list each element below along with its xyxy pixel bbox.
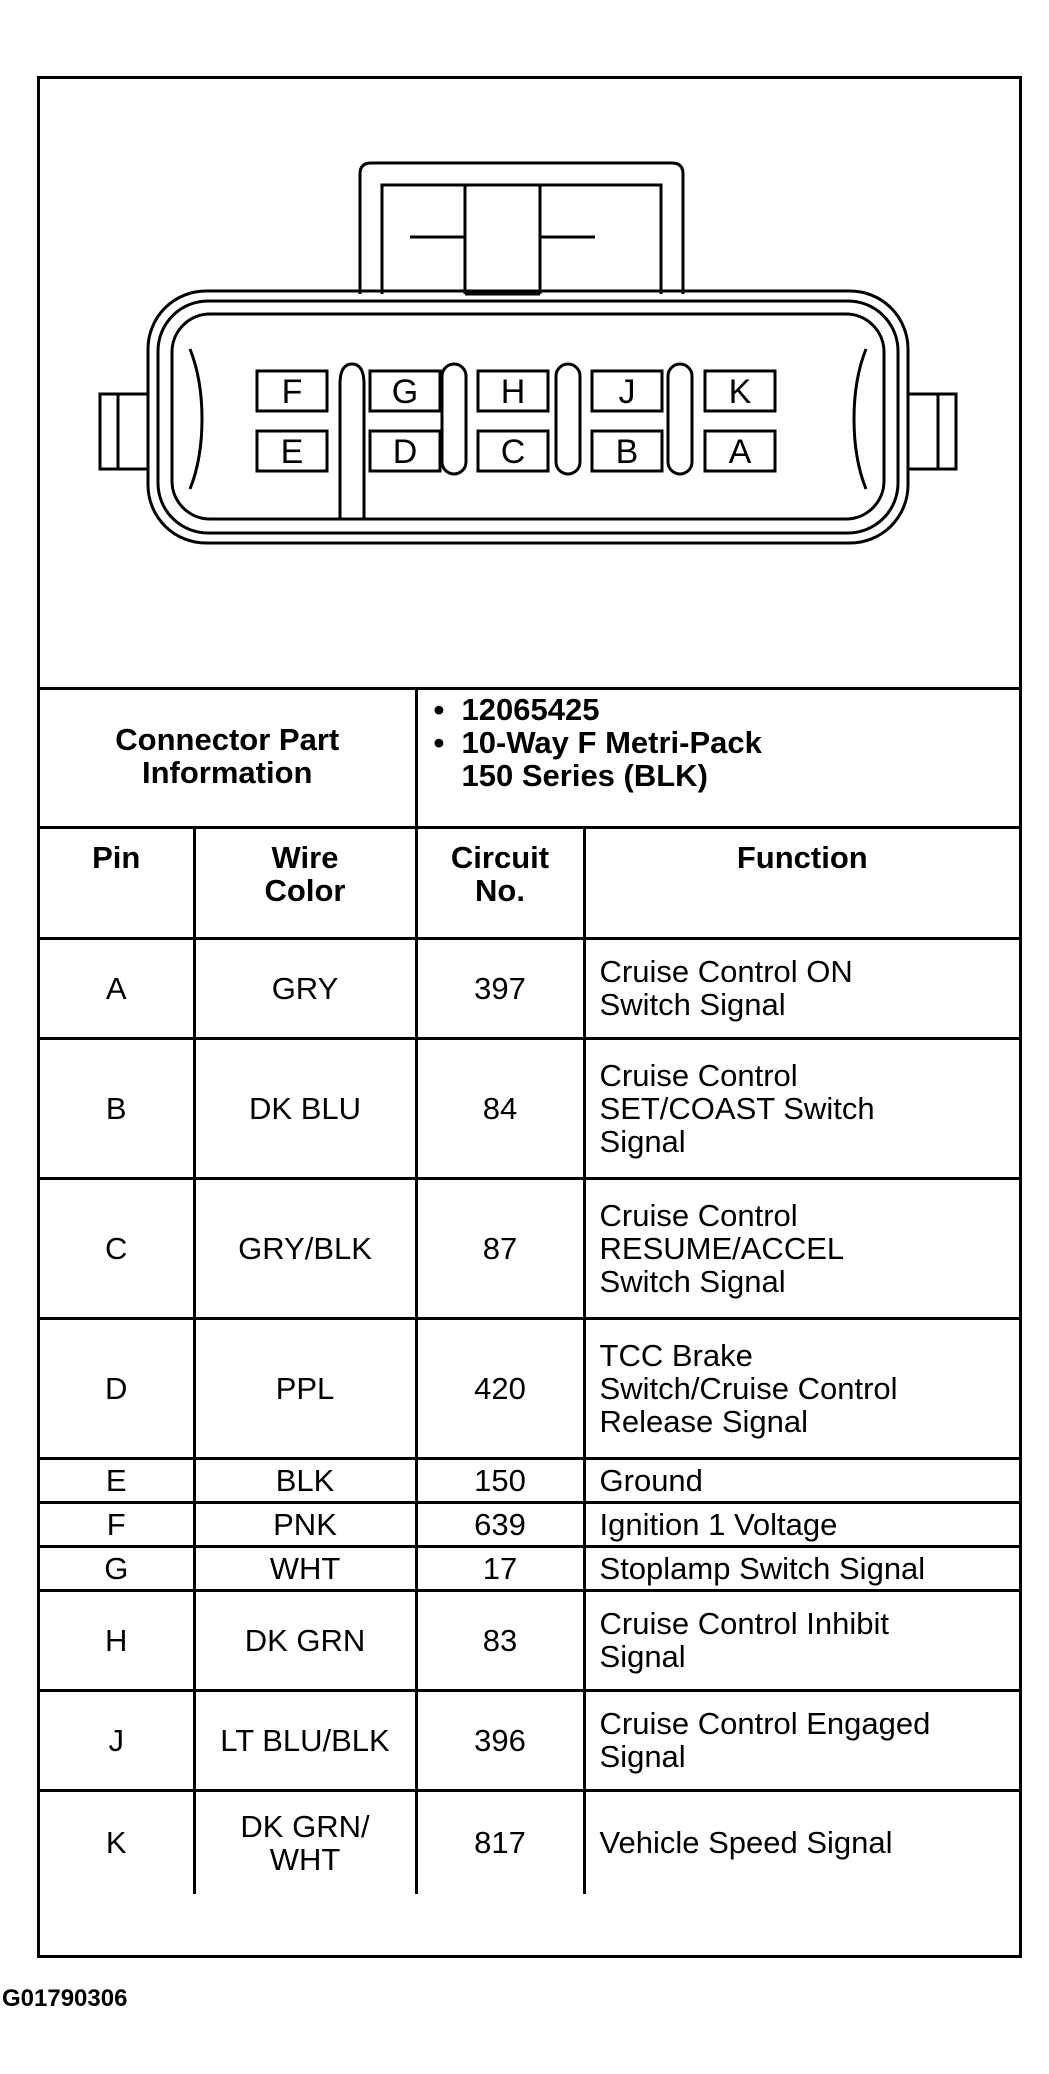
wire-color-line: BLK [275,1462,335,1498]
function-line: Ground [599,1462,703,1498]
function-line: Cruise Control Inhibit [599,1606,889,1641]
connector-face-drawing [40,79,1019,687]
col-wire-color-line1: Wire [271,839,339,875]
function-cell [584,1038,1019,1178]
pin-label-C: C [500,433,526,471]
function-line: Switch/Cruise Control [599,1370,898,1406]
table-row [40,1318,1019,1458]
pin-label-E: E [280,433,304,471]
part-info-label-line1: Connector Part [115,722,340,758]
function-line: Switch Signal [599,1263,786,1299]
connector-body-mid [158,301,898,533]
wire-color-line: DK GRN [244,1622,366,1658]
pinout-table [40,687,1019,1894]
wire-color-line: WHT [269,1550,341,1586]
wire-color-cell [194,938,416,1038]
right-ear [908,394,956,469]
left-inner-wall [190,349,202,489]
wire-color-line: LT BLU/BLK [220,1722,390,1758]
wire-color-cell [194,1590,416,1690]
function-line: Stoplamp Switch Signal [599,1550,926,1586]
col-wire-color [194,827,416,938]
wire-color-cell [194,1790,416,1894]
wire-color-line: PNK [273,1506,337,1542]
table-row [40,938,1019,1038]
pin-cell: C [40,1178,194,1318]
col-function: Function [584,827,1019,938]
pin-label-K: K [728,373,752,411]
function-cell [584,938,1019,1038]
pin-cell: B [40,1038,194,1178]
wire-color-line: DK GRN/ [240,1808,370,1844]
wire-color-line: PPL [275,1370,335,1406]
col-pin: Pin [40,827,194,938]
connector-frame [37,76,1022,1958]
pin-cell: A [40,938,194,1038]
wire-color-cell [194,1178,416,1318]
rib-3 [556,364,580,474]
table-row [40,1458,1019,1502]
rib-2 [442,364,466,474]
function-line: Signal [599,1739,686,1774]
function-line: SET/COAST Switch [599,1090,875,1126]
wire-color-line: DK BLU [249,1090,361,1126]
function-cell [584,1458,1019,1502]
function-line: Release Signal [599,1403,809,1439]
function-cell [584,1318,1019,1458]
circuit-cell: 150 [416,1458,584,1502]
latch-housing-outer [360,163,683,294]
function-line: Ignition 1 Voltage [599,1506,838,1542]
latch-housing-inner [382,185,661,294]
pin-label-J: J [618,373,636,411]
pin-cell: E [40,1458,194,1502]
rib-4 [668,364,692,474]
function-line: Switch Signal [599,987,786,1022]
wire-color-line: GRY/BLK [238,1230,372,1266]
circuit-cell: 83 [416,1590,584,1690]
function-line: Vehicle Speed Signal [599,1825,893,1861]
wire-color-cell [194,1038,416,1178]
table-row [40,1590,1019,1690]
function-line: Cruise Control Engaged [599,1706,931,1741]
part-info-values [416,687,1019,827]
wire-color-cell [194,1502,416,1546]
pin-label-G: G [391,373,419,411]
function-line: Signal [599,1639,686,1674]
wire-color-cell [194,1458,416,1502]
function-line: RESUME/ACCEL [599,1230,845,1266]
function-cell [584,1690,1019,1790]
function-cell [584,1590,1019,1690]
figure-code: G01790306 [2,1985,128,2012]
pin-cell: F [40,1502,194,1546]
wire-color-line: WHT [269,1841,341,1877]
function-line: Cruise Control [599,1197,798,1233]
col-wire-color-line2: Color [264,872,346,908]
function-line: Cruise Control [599,1057,798,1093]
wire-color-cell [194,1546,416,1590]
connector-type [428,726,1010,792]
pin-label-H: H [500,373,526,411]
circuit-cell: 420 [416,1318,584,1458]
table-row [40,1038,1019,1178]
column-header-row [40,827,1019,938]
latch-tab [410,185,595,294]
connector-type-text: 10-Way F Metri-Pack [461,725,762,760]
connector-diagram [40,79,1019,690]
function-cell [584,1546,1019,1590]
circuit-cell: 84 [416,1038,584,1178]
pin-label-A: A [728,433,752,471]
connector-body-outer [148,291,908,543]
function-line: TCC Brake [599,1337,753,1373]
circuit-cell: 397 [416,938,584,1038]
col-circuit-line2: No. [475,872,525,908]
pin-label-B: B [615,433,639,471]
circuit-cell: 817 [416,1790,584,1894]
table-row [40,1502,1019,1546]
pin-cell: H [40,1590,194,1690]
part-info-label-line2: Information [142,755,313,791]
col-circuit [416,827,584,938]
pin-cell: J [40,1690,194,1790]
col-circuit-line1: Circuit [450,839,550,875]
connector-body-inner [172,314,884,519]
table-row [40,1178,1019,1318]
function-cell [584,1502,1019,1546]
function-line: Signal [599,1123,686,1159]
wire-color-cell [194,1690,416,1790]
pin-cell: K [40,1790,194,1894]
circuit-cell: 17 [416,1546,584,1590]
part-info-list [428,693,1010,792]
key-rib [340,364,364,519]
table-row [40,1546,1019,1590]
pin-label-F: F [281,373,303,411]
pin-label-D: D [392,433,418,471]
circuit-cell: 639 [416,1502,584,1546]
function-cell [584,1178,1019,1318]
part-info-label [40,687,416,827]
right-inner-wall [854,349,866,489]
table-row [40,1690,1019,1790]
circuit-cell: 396 [416,1690,584,1790]
table-row [40,1790,1019,1894]
function-cell [584,1790,1019,1894]
wire-color-cell [194,1318,416,1458]
part-info-row [40,687,1019,827]
pin-cell: G [40,1546,194,1590]
left-ear [100,394,148,469]
part-number: • 12065425 [428,693,1010,726]
connector-series-text: 150 Series (BLK) [461,758,708,793]
function-line: Cruise Control ON [599,954,853,989]
pin-cell: D [40,1318,194,1458]
wire-color-line: GRY [271,970,339,1006]
circuit-cell: 87 [416,1178,584,1318]
